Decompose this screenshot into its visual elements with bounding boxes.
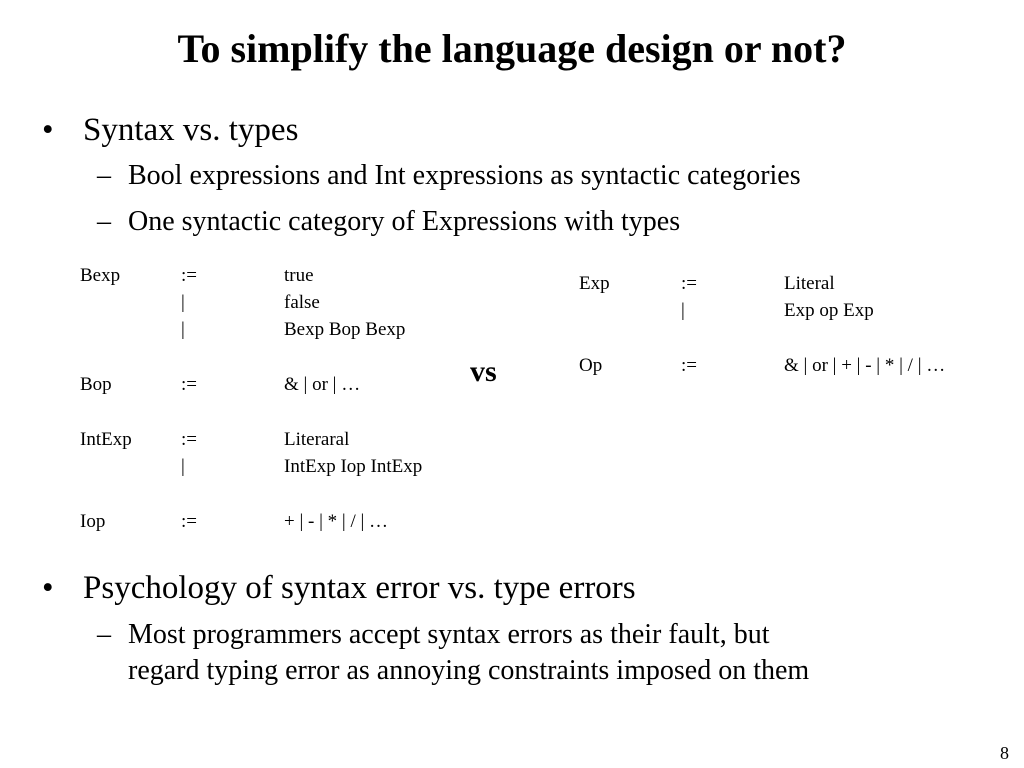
sub-bullet-marker: –	[97, 619, 111, 650]
grammar-production: Literal	[784, 273, 835, 294]
grammar-operator: :=	[181, 429, 197, 450]
bullet-psychology-of-errors: Psychology of syntax error vs. type errors	[83, 570, 636, 606]
grammar-operator: |	[681, 300, 685, 321]
grammar-nonterminal: Iop	[80, 511, 106, 532]
grammar-production: Exp op Exp	[784, 300, 874, 321]
grammar-operator: |	[181, 292, 185, 313]
grammar-production: IntExp Iop IntExp	[284, 456, 423, 477]
grammar-nonterminal: Bexp	[80, 265, 121, 286]
sub-bullet-one-syntactic-category: One syntactic category of Expressions with types	[128, 206, 681, 237]
grammar-production: & | or | …	[284, 374, 361, 395]
sub-bullet-programmers-accept-line-2: regard typing error as annoying constraints imposed on them	[128, 655, 810, 686]
grammar-production: Bexp Bop Bexp	[284, 319, 406, 340]
bullet-marker: •	[42, 112, 54, 148]
grammar-operator: |	[181, 456, 185, 477]
grammar-production: + | - | * | / | …	[284, 511, 389, 532]
grammar-production: true	[284, 265, 314, 286]
grammar-production: false	[284, 292, 320, 313]
grammar-operator: :=	[181, 374, 197, 395]
grammar-nonterminal: IntExp	[80, 429, 132, 450]
sub-bullet-programmers-accept-line-1: Most programmers accept syntax errors as their fault, but	[128, 619, 770, 650]
grammar-nonterminal: Bop	[80, 374, 112, 395]
page-number: 8	[1000, 743, 1009, 763]
sub-bullet-marker: –	[97, 160, 111, 191]
bullet-marker: •	[42, 570, 54, 606]
grammar-production: Literaral	[284, 429, 350, 450]
sub-bullet-bool-int-expressions: Bool expressions and Int expressions as syntactic categories	[128, 160, 801, 191]
grammar-production: & | or | + | - | * | / | …	[784, 355, 946, 376]
vs-label: vs	[470, 355, 497, 388]
grammar-operator: :=	[681, 355, 697, 376]
grammar-operator: :=	[181, 265, 197, 286]
grammar-operator: :=	[681, 273, 697, 294]
bullet-syntax-vs-types: Syntax vs. types	[83, 112, 299, 148]
grammar-nonterminal: Op	[579, 355, 603, 376]
slide-title: To simplify the language design or not?	[177, 26, 847, 71]
grammar-operator: |	[181, 319, 185, 340]
grammar-nonterminal: Exp	[579, 273, 610, 294]
grammar-operator: :=	[181, 511, 197, 532]
sub-bullet-marker: –	[97, 206, 111, 237]
